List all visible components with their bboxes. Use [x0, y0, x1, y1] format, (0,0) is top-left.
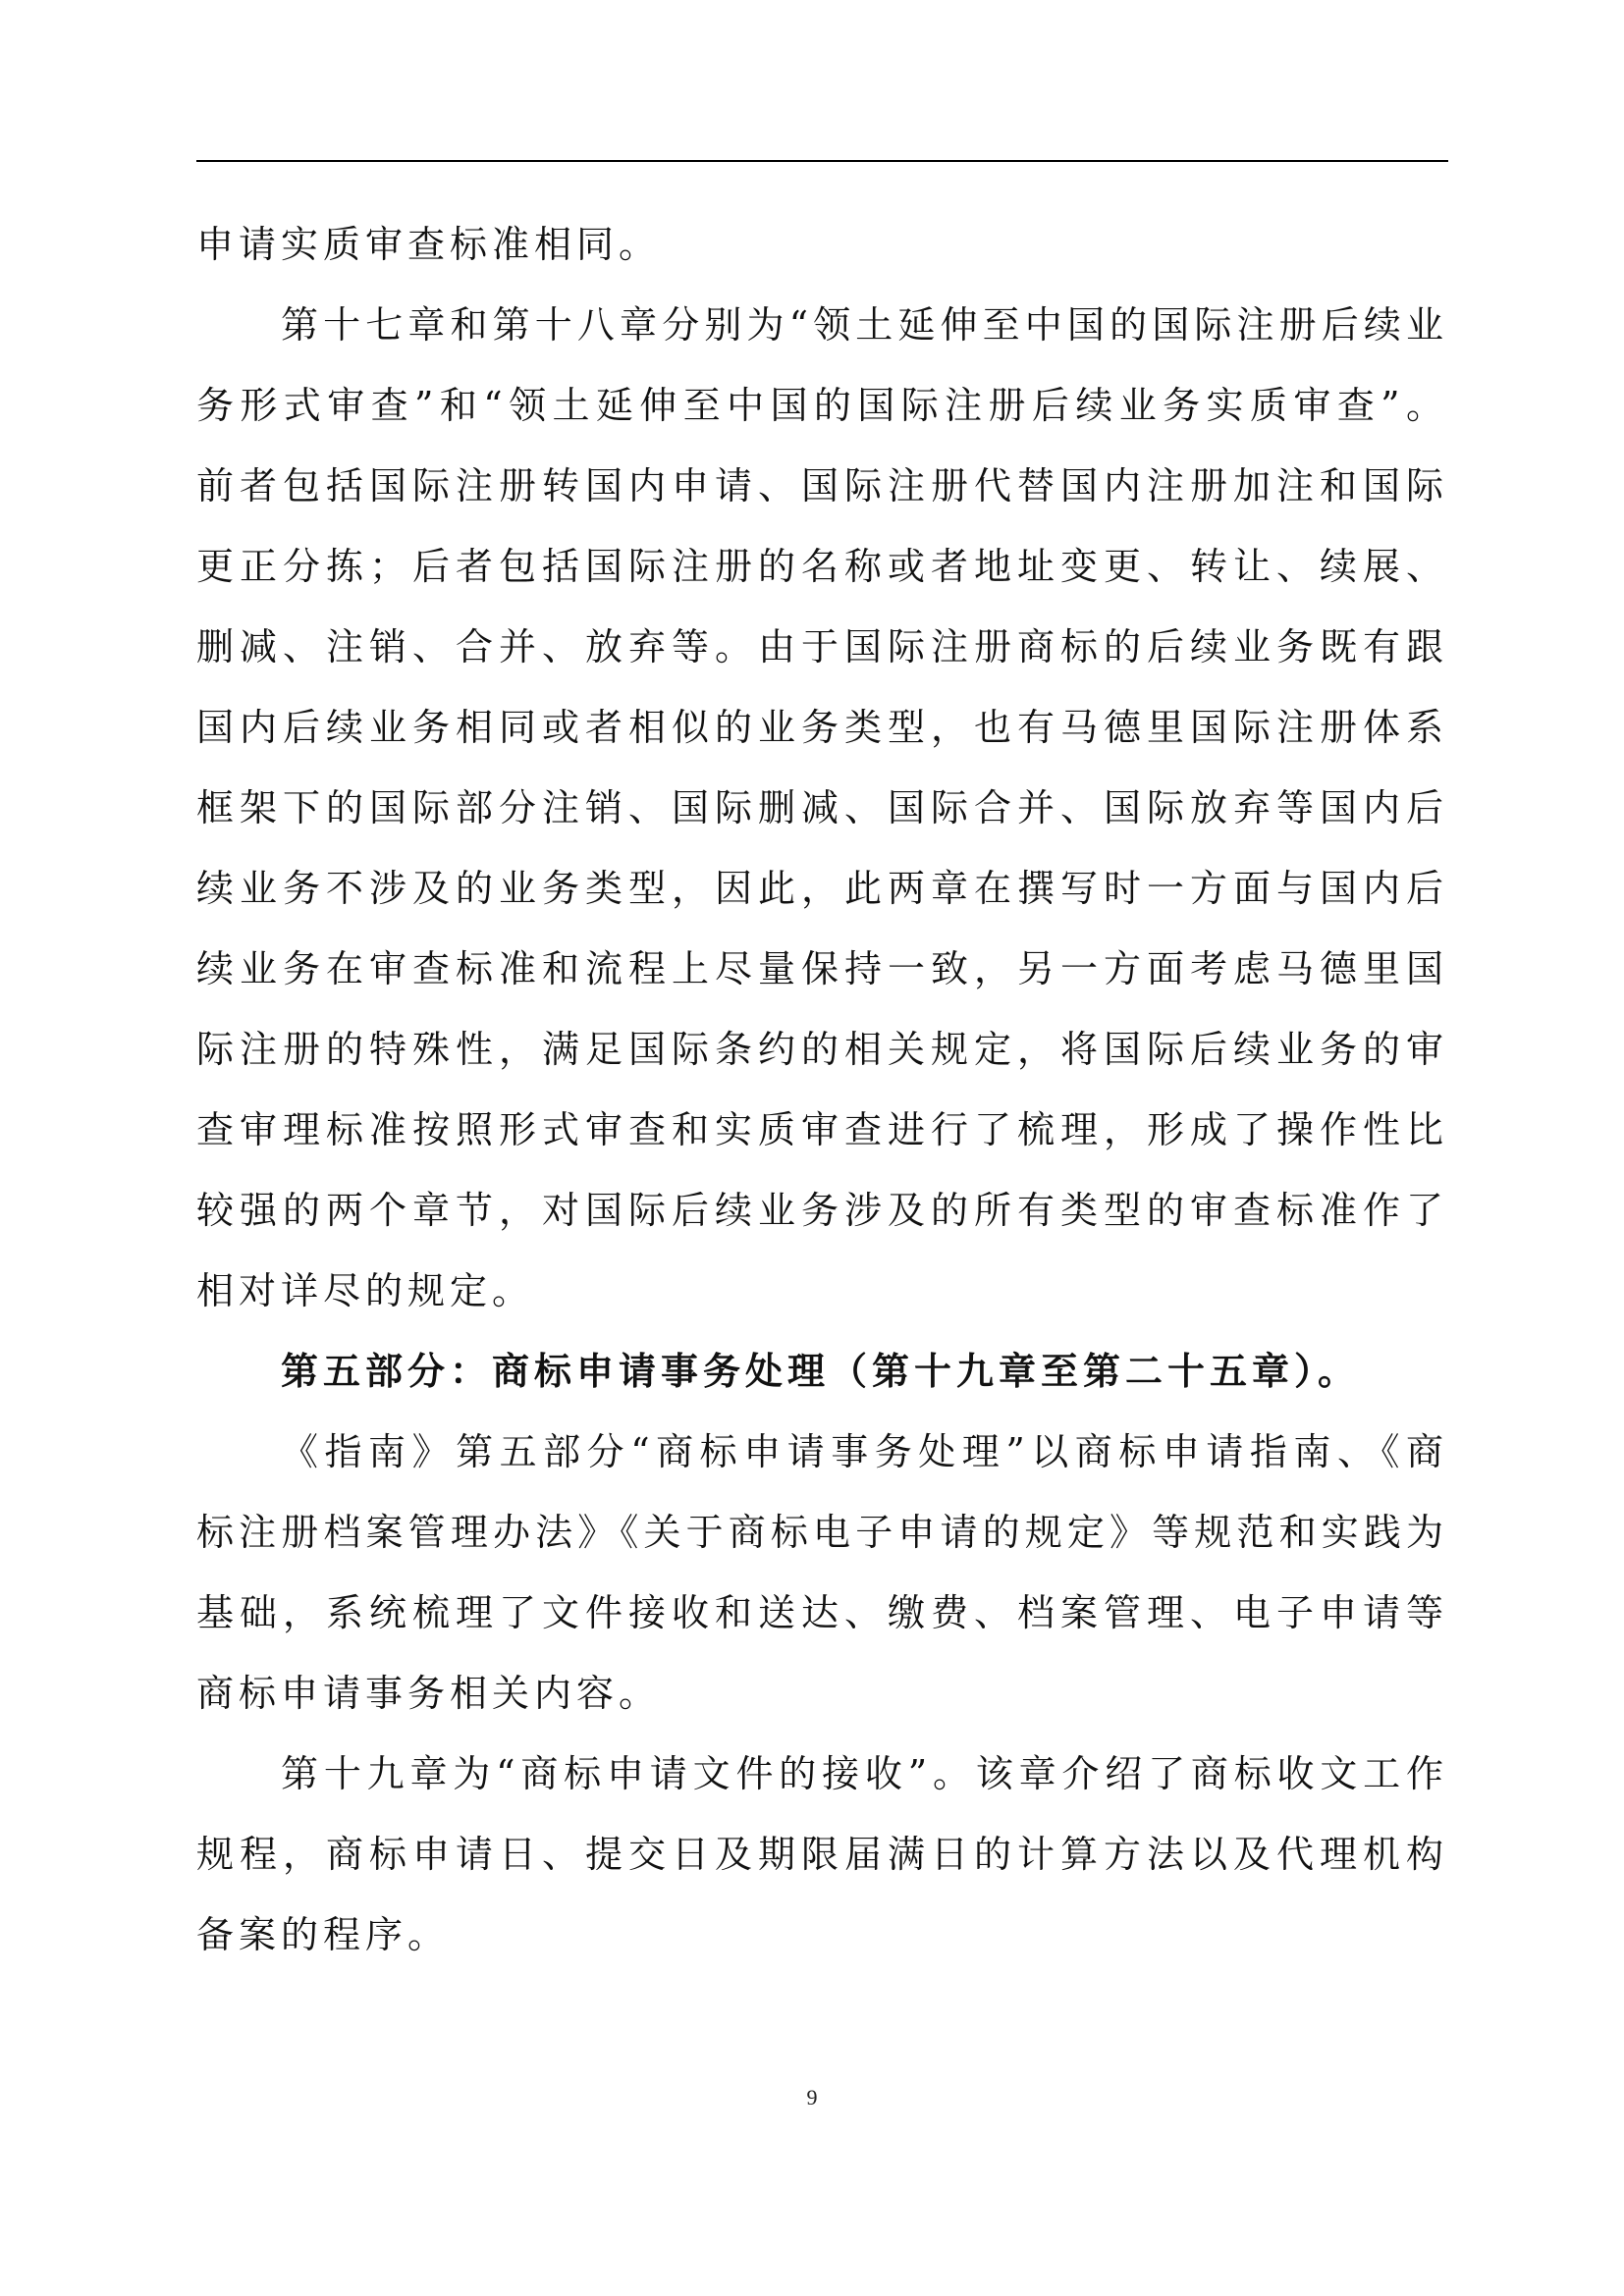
page-number: 9: [806, 2085, 818, 2109]
chapter-19-paragraph: 第十九章为“商标申请文件的接收”。该章介绍了商标收文工作规程，商标申请日、提交日及期限届满日的计算方法以及代理机构备案的程序。: [196, 1752, 1448, 1956]
header-rule: [196, 160, 1448, 162]
continuation-paragraph: 申请实质审查标准相同。: [196, 223, 662, 266]
part-five-heading: 第五部分：商标申请事务处理（第十九章至第二十五章）。: [281, 1349, 1361, 1393]
part-five-intro-paragraph: 《指南》第五部分“商标申请事务处理”以商标申请指南、《商标注册档案管理办法》《关于商标电子申请的规定》等规范和实践为基础，系统梳理了文件接收和送达、缴费、档案管理、电子申请等商标申请事务相关内容。: [196, 1430, 1448, 1715]
chapters-17-18-paragraph: 第十七章和第十八章分别为“领土延伸至中国的国际注册后续业务形式审查”和“领土延伸至中国的国际注册后续业务实质审查”。前者包括国际注册转国内申请、国际注册代替国内注册加注和国际更正分拣；后者包括国际注册的名称或者地址变更、转让、续展、删减、注销、合并、放弃等。由于国际注册商标的后续业务既有跟国内后续业务相同或者相似的业务类型，也有马德里国际注册体系框架下的国际部分注销、国际删减、国际合并、国际放弃等国内后续业务不涉及的业务类型，因此，此两章在撰写时一方面与国内后续业务在审查标准和流程上尽量保持一致，另一方面考虑马德里国际注册的特殊性，满足国际条约的相关规定，将国际后续业务的审查审理标准按照形式审查和实质审查进行了梳理，形成了操作性比较强的两个章节，对国际后续业务涉及的所有类型的审查标准作了相对详尽的规定。: [196, 303, 1448, 1312]
document-body: [196, 204, 1448, 1975]
